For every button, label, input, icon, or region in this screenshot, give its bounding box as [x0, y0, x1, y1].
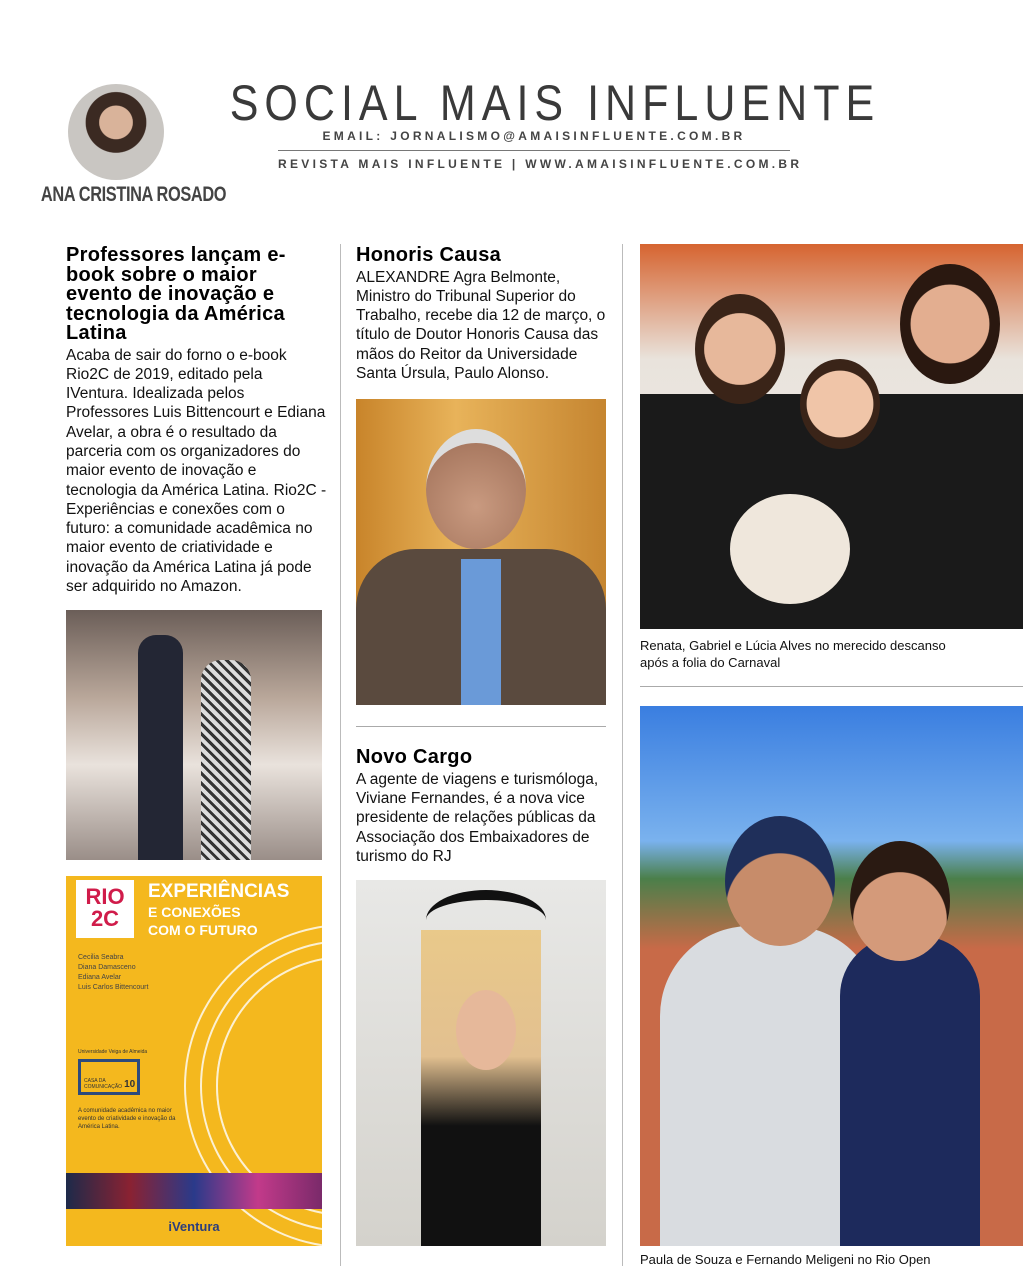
- viviane-photo: [356, 880, 606, 1246]
- book-subtitle: E CONEXÕES: [148, 904, 241, 921]
- book-author: Diana Damasceno: [78, 964, 136, 972]
- book-blurb: A comunidade acadêmica no maior evento de criatividade e inovação da América Latina.: [78, 1108, 176, 1131]
- book-subtitle: COM O FUTURO: [148, 922, 258, 939]
- author-avatar: [68, 84, 164, 180]
- honoris-photo: [356, 399, 606, 705]
- event-photo: [66, 610, 322, 860]
- casa-label: CASA DA COMUNICAÇÃO: [84, 1078, 123, 1091]
- section-divider: [356, 726, 606, 727]
- article-body: A agente de viagens e turismóloga, Viviane Fernandes, é a nova vice presidente de relações públicas da Associação dos Embaixadores de turismo do RJ: [356, 770, 599, 865]
- book-author: Ediana Avelar: [78, 974, 122, 982]
- article-body: ALEXANDRE Agra Belmonte, Ministro do Tribunal Superior do Trabalho, recebe dia 12 de março, o título de Doutor Honoris Causa das mãos do Reitor da Universidade Santa Úrsula, Paulo Alonso.: [356, 268, 606, 382]
- section-divider: [640, 686, 1023, 687]
- email-line: EMAIL: JORNALISMO@AMAISINFLUENTE.COM.BR: [322, 129, 746, 143]
- university-label: Universidade Veiga de Almeida: [78, 1049, 148, 1056]
- ebook-cover: [66, 876, 322, 1246]
- family-photo: [640, 244, 1023, 629]
- casa-number: 10: [124, 1078, 136, 1090]
- book-author: Cecilia Seabra: [78, 954, 124, 962]
- header-divider: [278, 150, 790, 151]
- author-name: ANA CRISTINA ROSADO: [40, 183, 227, 206]
- column-divider: [622, 244, 623, 1266]
- article-headline: Professores lançam e-book sobre o maior evento de inovação e tecnologia da América Latina: [66, 244, 286, 344]
- publisher-logo: iVentura: [168, 1219, 220, 1235]
- photo-caption: Renata, Gabriel e Lúcia Alves no merecido descanso após a folia do Carnaval: [640, 638, 946, 670]
- page-title: SOCIAL MAIS INFLUENTE: [229, 75, 881, 131]
- book-author: Luis Carlos Bittencourt: [78, 984, 149, 992]
- column-2: [356, 246, 611, 1246]
- tennis-photo: [640, 706, 1023, 1246]
- photo-caption: Paula de Souza e Fernando Meligeni no Rio Open: [640, 1252, 931, 1267]
- book-title: EXPERIÊNCIAS: [148, 881, 290, 903]
- article-headline: Honoris Causa: [356, 244, 502, 266]
- article-headline: Novo Cargo: [356, 746, 473, 769]
- column-1: [66, 246, 328, 1246]
- column-divider: [340, 244, 341, 1266]
- column-3: [640, 244, 1023, 1268]
- article-body: Acaba de sair do forno o e-book Rio2C de 2019, editado pela IVentura. Idealizada pelos Professores Luis Bittencourt e Ediana Avelar, a obra é o resultado da parceria com os organizadores do maior evento de inovação e tecnologia da América Latina. Rio2C - Experiências e conexões com o futuro: a comunidade acadêmica no maior evento de criatividade e inovação da América Latina já pode ser adquirido no Amazon.: [66, 346, 327, 596]
- site-line: REVISTA MAIS INFLUENTE | WWW.AMAISINFLUENTE.COM.BR: [278, 157, 803, 171]
- rio2c-logo: RIO 2C: [76, 880, 134, 938]
